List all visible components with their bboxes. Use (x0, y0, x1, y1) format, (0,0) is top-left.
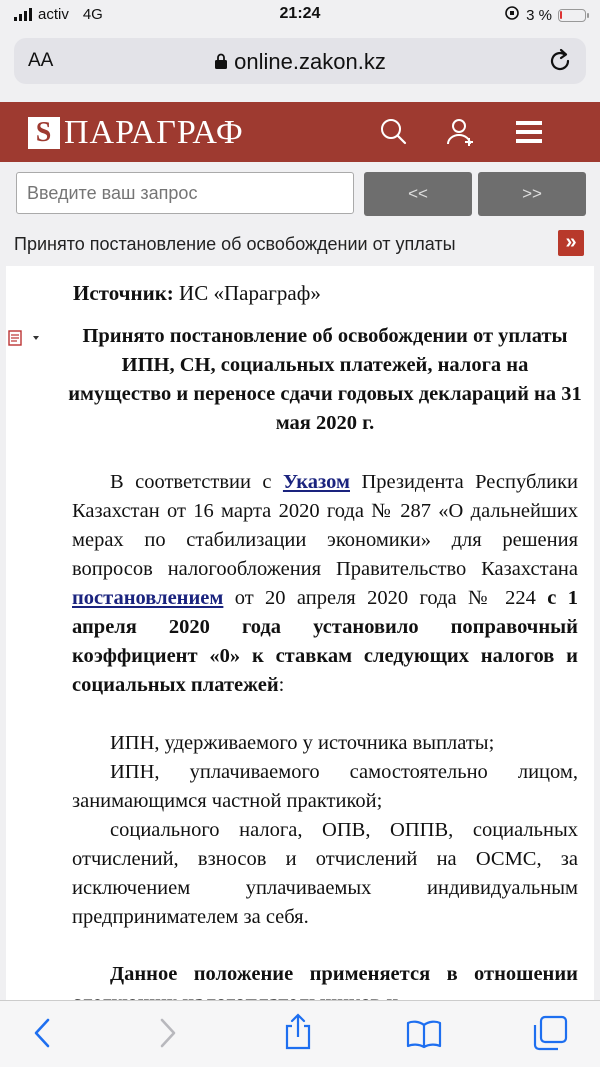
paragraph-2: Данное положение применяется в отношении (110, 963, 578, 985)
logo-mark: S (28, 117, 60, 149)
orientation-lock-icon (504, 5, 520, 25)
expand-arrow-icon[interactable]: » (558, 230, 584, 256)
search-row (0, 162, 600, 228)
p1-text-end: : (278, 674, 285, 696)
decree-link[interactable]: Указом (282, 471, 350, 493)
list-item: ИПН, удерживаемого у источника выплаты; (110, 732, 495, 754)
battery-icon (558, 9, 586, 22)
status-bar (0, 0, 600, 30)
logo-text: ПАРАГРАФ (64, 114, 244, 151)
battery-percent: 3 % (526, 6, 552, 24)
p1-text-b: Президента Республики Казахстан от 16 марта 2020 года № 287 «О дальнейших мерах по стабилизации экономики» для решения вопросов налогообложения Правительство Казахстана (72, 471, 579, 580)
document-title-bar (0, 228, 600, 262)
resolution-link[interactable]: постановлением (72, 587, 224, 609)
back-icon[interactable] (30, 1017, 54, 1054)
url-text[interactable] (14, 49, 586, 75)
source-value: ИС «Параграф» (179, 281, 321, 305)
network-type: 4G (82, 6, 103, 23)
p1-bold-text: с 1 апреля 2020 года установило поправочный коэффициент «0» к ставкам следующих налогов и социальных платежей (72, 587, 578, 696)
list-item: ИПН, уплачиваемого самостоятельно лицом, занимающимся частной практикой; (72, 761, 578, 812)
site-header (0, 102, 600, 162)
paragraph-1 (72, 468, 578, 700)
list-item: социального налога, ОПВ, ОППВ, социальных отчислений, взносов и отчислений на ОСМС, за исключением уплачиваемых индивидуальным предпринимателем за себя. (72, 819, 578, 928)
document-body (6, 266, 594, 1000)
carrier: activ (38, 6, 69, 23)
address-bar[interactable] (14, 38, 586, 84)
prev-button[interactable]: << (364, 172, 472, 216)
document-title: Принято постановление об освобождении от уплаты ИПН, СН, социальных платежей, налога на имущество и переносе сдачи годовых деклараций на 31 мая 2020 г. (68, 325, 582, 434)
bookmarks-icon[interactable] (406, 1019, 442, 1054)
search-icon[interactable] (378, 116, 408, 153)
site-logo[interactable] (28, 114, 244, 152)
menu-icon[interactable] (516, 121, 542, 150)
source-label: Источник: (73, 281, 174, 305)
p1-text-a: В соответствии с (110, 471, 283, 493)
forward-icon[interactable] (156, 1017, 180, 1054)
next-button[interactable]: >> (478, 172, 586, 216)
reload-icon[interactable] (548, 47, 574, 80)
browser-toolbar (0, 1000, 600, 1067)
share-icon[interactable] (282, 1013, 314, 1056)
lock-icon (214, 53, 228, 70)
document-short-title: Принято постановление об освобождении от уплаты (14, 234, 456, 254)
document-menu-icon[interactable] (8, 330, 44, 351)
url-label: online.zakon.kz (234, 49, 386, 74)
user-add-icon[interactable] (446, 116, 476, 153)
search-input[interactable] (16, 172, 354, 214)
reader-options-button[interactable]: AA (28, 50, 54, 71)
tabs-icon[interactable] (532, 1015, 568, 1056)
p1-text-c: от 20 апреля 2020 года № 224 (223, 587, 548, 609)
source-line (73, 281, 321, 306)
clock: 21:24 (279, 5, 321, 22)
